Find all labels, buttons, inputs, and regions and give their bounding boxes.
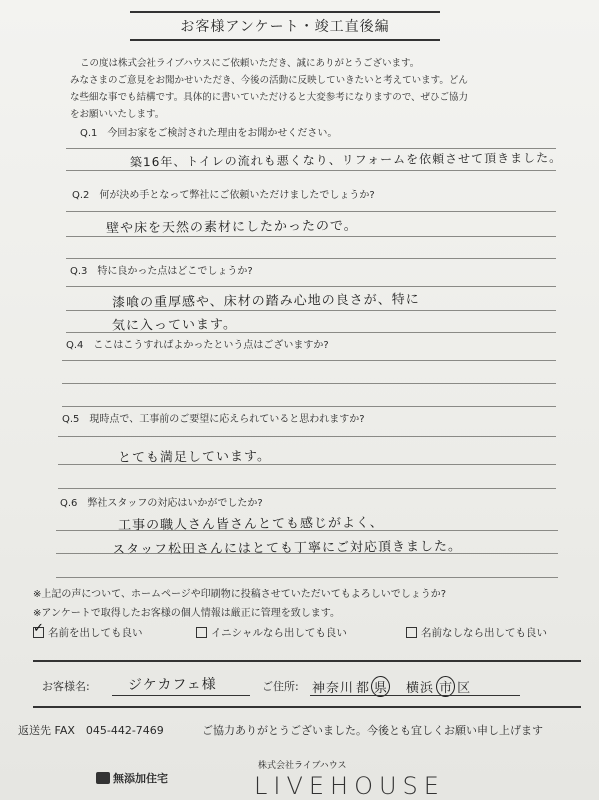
answer-rule [58,464,556,465]
answer-rule [66,286,556,287]
partner-name: 無添加住宅 [113,772,168,785]
option-label: 名前を出しても良い [48,627,143,639]
answer-6-line-2: スタッフ松田さんにはとても丁寧にご対応頂きました。 [111,539,463,558]
house-icon [96,772,110,784]
answer-rule [66,211,556,212]
checkbox[interactable] [406,627,417,638]
answer-rule [66,310,556,311]
answer-rule [62,406,556,407]
answer-rule [56,530,558,531]
option-label: イニシャルなら出しても良い [211,627,347,639]
answer-rule [66,332,556,333]
intro-line: な些細な事でも結構です。具体的に書いていただけると大変参考になりますので、ぜひご協力 [70,92,469,103]
option-name-ok[interactable] [33,625,143,640]
page-title: お客様アンケート・竣工直後編 [180,19,390,35]
address-prefecture: 神奈川 [311,680,355,697]
question-1: Q.1 今回お家をご検討された理由をお聞かせください。 [80,128,338,139]
answer-rule [56,577,558,578]
answer-rule [56,553,558,554]
question-2: Q.2 何が決め手となって弊社にご依頼いただけましたでしょうか? [72,190,375,201]
privacy-note: ※アンケートで取得したお客様の個人情報は厳正に管理を致します。 [33,608,340,619]
address-shi-circled: 市 [436,676,455,697]
checkbox[interactable] [196,627,207,638]
answer-6-line-1: 工事の職人さん皆さんとても感じがよく、 [117,515,384,534]
option-initial-ok[interactable] [196,625,347,640]
answer-rule [62,383,556,384]
question-4: Q.4 ここはこうすればよかったという点はございますか? [66,340,329,351]
address-label: ご住所: [262,680,299,693]
customer-name-label: お客様名: [42,680,90,693]
customer-name-value: ジケカフェ様 [127,676,217,694]
brand-logo: LIVEHOUSE [254,772,445,800]
section-divider [33,660,581,662]
section-divider [33,706,581,708]
fax-number: 返送先 FAX 045-442-7469 [18,724,164,737]
answer-3-line-2: 気に入っています。 [111,317,238,334]
title-block [130,8,440,44]
intro-line: この度は株式会社ライブハウスにご依頼いただき、誠にありがとうございます。 [80,58,420,69]
thanks-text: ご協力ありがとうございました。今後とも宜しくお願い申し上げます [202,724,543,737]
question-5: Q.5 現時点で、工事前のご要望に応えられていると思われますか? [62,414,365,425]
address-ku: 区 [457,681,471,696]
address-to: 都 [356,681,370,696]
address-line [312,676,470,697]
answer-5-line-1: とても満足しています。 [117,449,272,466]
answer-rule [66,170,556,171]
answer-rule [66,258,556,259]
partner-logo [96,770,168,786]
intro-line: みなさまのご意見をお聞かせいただき、今後の活動に反映していきたいと考えています。どん [70,75,468,86]
option-anonymous-ok[interactable] [406,625,547,640]
checkbox-checked[interactable] [33,627,44,638]
publish-note: ※上記の声について、ホームページや印刷物に投稿させていただいてもよろしいでしょうか? [33,589,447,600]
answer-rule [58,436,556,437]
name-underline [112,695,250,696]
answer-3-line-1: 漆喰の重厚感や、床材の踏み心地の良さが、特に [111,292,420,311]
company-name-small: 株式会社ライブハウス [258,761,347,771]
intro-text [70,55,550,123]
title-rule-bottom [130,39,440,41]
answer-1-line-1: 築16年、トイレの流れも悪くなり、リフォームを依頼させて頂きました。 [129,150,563,170]
option-label: 名前なしなら出しても良い [421,627,547,639]
question-6: Q.6 弊社スタッフの対応はいかがでしたか? [60,498,263,509]
title-rule-top [130,11,440,13]
address-ken-circled: 県 [371,676,390,697]
answer-rule [66,236,556,237]
answer-2-line-1: 壁や床を天然の素材にしたかったので。 [105,218,358,237]
answer-rule [62,360,556,361]
intro-line: をお願いいたします。 [70,109,165,120]
address-underline [310,695,520,696]
address-city: 横浜 [405,680,435,697]
answer-rule [58,488,556,489]
question-3: Q.3 特に良かった点はどこでしょうか? [70,266,253,277]
